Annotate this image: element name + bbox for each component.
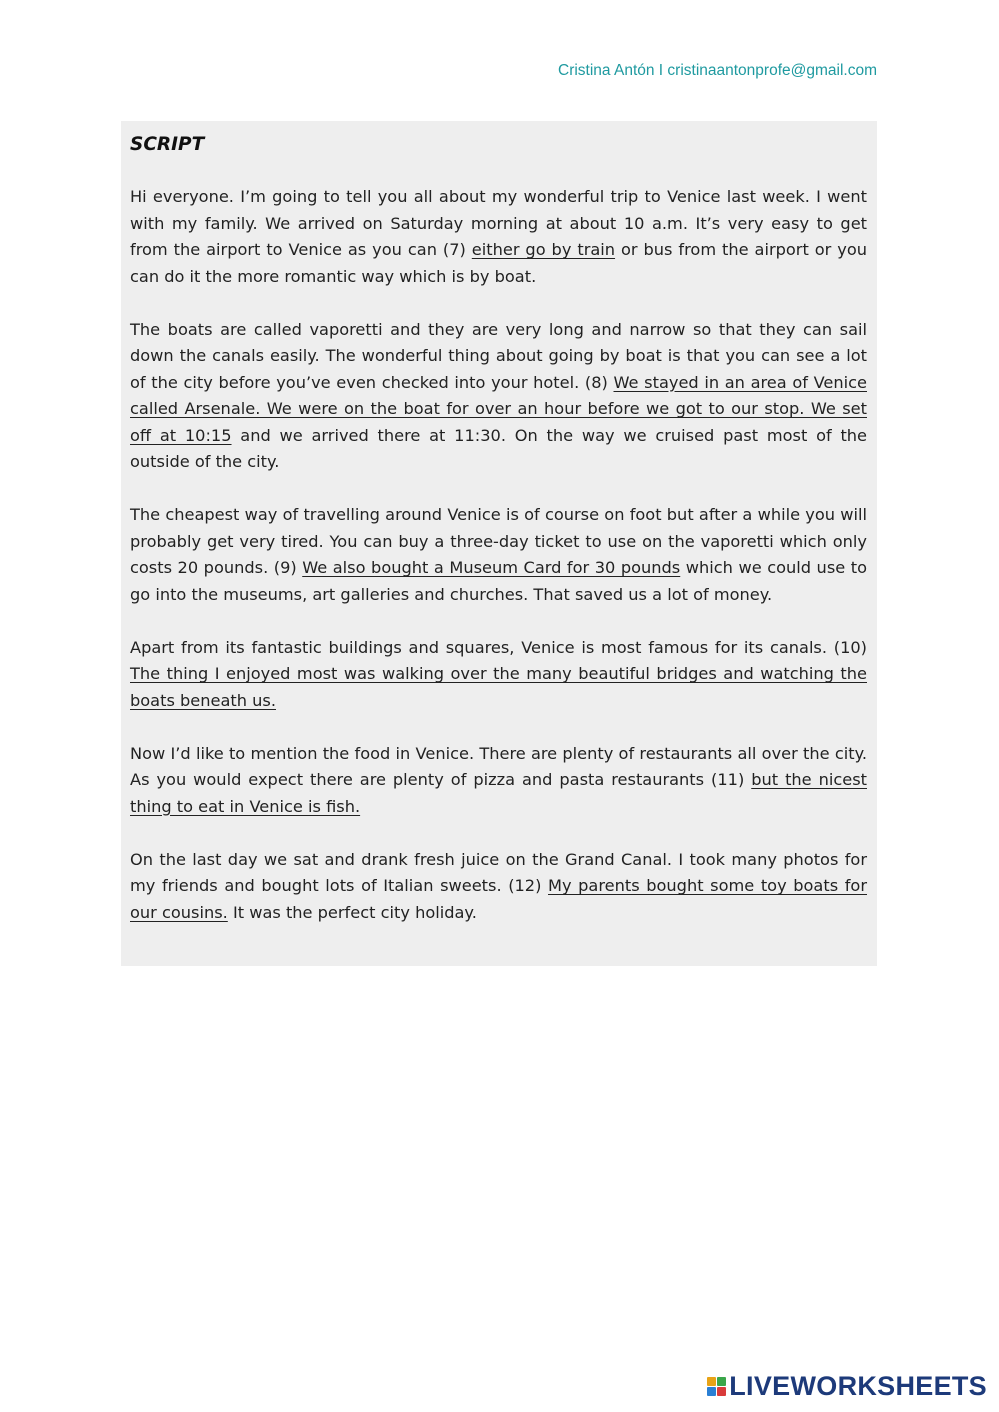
liveworksheets-logo-icon <box>707 1377 726 1396</box>
script-paragraph <box>130 741 867 821</box>
answer-underlined-text: We stayed in an area of Venice called Arsenale. We were on the boat for over an hour before we got to our stop. We set off at 10:15 <box>130 372 867 445</box>
paragraph-text: The boats are called vaporetti and they are very long and narrow so that they can sail down the canals easily. The wonderful thing about going by boat is that you can see a lot of the city before you’ve even checked into your hotel. (8) <box>130 319 867 392</box>
paragraph-text: Hi everyone. I’m going to tell you all about my wonderful trip to Venice last week. I went with my family. We arrived on Saturday morning at about 10 a.m. It’s very easy to get from the airport to Venice as you can (7) <box>130 187 867 259</box>
logo-brand-text: LIVEWORKSHEETS <box>729 1371 987 1401</box>
paragraph-text: It was the perfect city holiday. <box>227 902 477 922</box>
script-paragraphs <box>130 184 867 926</box>
script-title: SCRIPT <box>130 134 205 155</box>
paragraph-text: Apart from its fantastic buildings and squares, Venice is most famous for its canals. (10) <box>130 637 867 657</box>
answer-underlined-text: My parents bought some toy boats for our cousins. <box>130 876 867 922</box>
script-panel <box>121 121 877 966</box>
paragraph-text: and we arrived there at 11:30. On the way we cruised past most of the outside of the city. <box>130 425 868 471</box>
script-paragraph <box>130 635 867 715</box>
liveworksheets-logo <box>707 1373 987 1400</box>
logo-square-1 <box>707 1377 716 1386</box>
title-spacer <box>130 157 867 184</box>
paragraph-text: which we could use to go into the museums, art galleries and churches. That saved us a lot of money. <box>130 558 867 604</box>
answer-underlined-text: The thing I enjoyed most was walking over the many beautiful bridges and watching the boats beneath us. <box>130 664 867 710</box>
logo-square-4 <box>717 1387 726 1396</box>
logo-square-2 <box>717 1377 726 1386</box>
paragraph-text: The cheapest way of travelling around Venice is of course on foot but after a while you will probably get very tired. You can buy a three-day ticket to use on the vaporetti which only costs 20 pounds. (9) <box>130 505 867 577</box>
logo-square-3 <box>707 1387 716 1396</box>
script-paragraph <box>130 184 867 290</box>
answer-underlined-text: but the nicest thing to eat in Venice is fish. <box>130 770 867 816</box>
script-paragraph <box>130 502 867 608</box>
paragraph-text: Now I’d like to mention the food in Venice. There are plenty of restaurants all over the city. As you would expect there are plenty of pizza and pasta restaurants (11) <box>130 743 867 789</box>
answer-underlined-text: We also bought a Museum Card for 30 pounds <box>302 558 681 577</box>
answer-underlined-text: either go by train <box>471 240 616 259</box>
script-paragraph <box>130 317 867 476</box>
paragraph-text: On the last day we sat and drank fresh juice on the Grand Canal. I took many photos for my friends and bought lots of Italian sweets. (12) <box>130 849 867 895</box>
paragraph-text: or bus from the airport or you can do it the more romantic way which is by boat. <box>130 240 868 286</box>
script-paragraph <box>130 847 867 927</box>
author-contact-line: Cristina Antón I cristinaantonprofe@gmail.com <box>558 62 877 79</box>
